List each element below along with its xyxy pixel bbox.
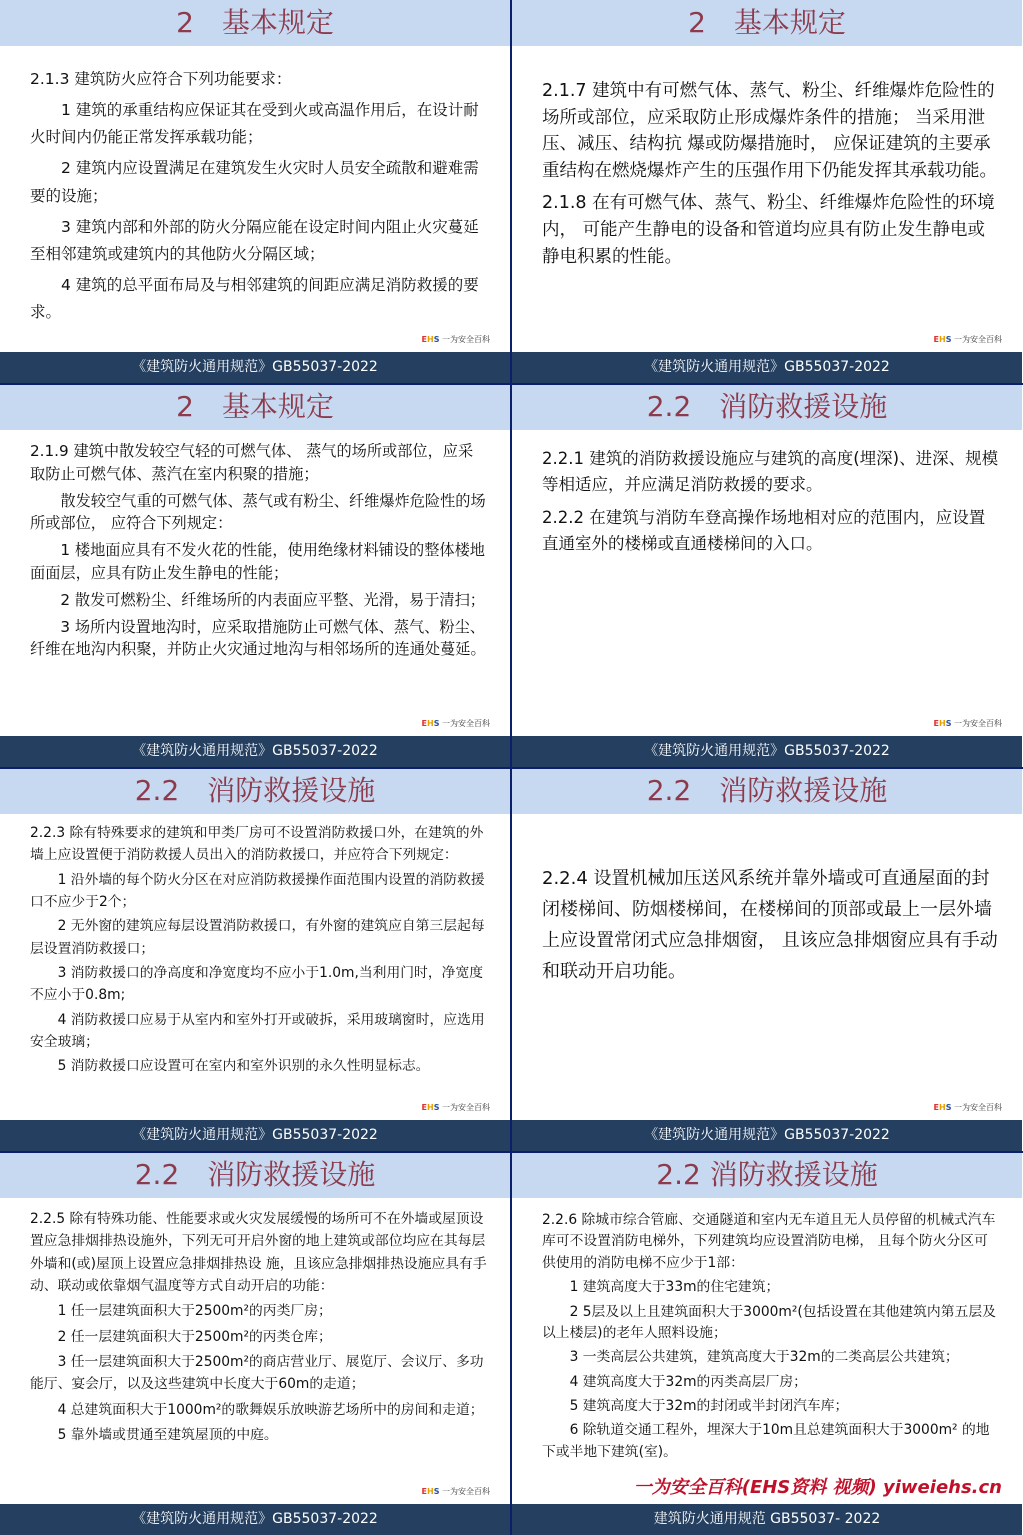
paragraph: 2 建筑内应设置满足在建筑发生火灾时人员安全疏散和避难需要的设施； <box>30 159 479 205</box>
paragraph: 6 除轨道交通工程外，埋深大于10m且总建筑面积大于3000m² 的地下或半地下建筑(室)。 <box>542 1422 990 1460</box>
paragraph: 2.2.1 建筑的消防救援设施应与建筑的高度(埋深)、进深、规模等相适应，并应满足消防救援的要求。 <box>542 449 999 495</box>
paragraph: 2.2.3 除有特殊要求的建筑和甲类厂房可不设置消防救援口外，在建筑的外墙上应设置便于消防救援人员出入的消防救援口，并应符合下列规定： <box>30 825 484 864</box>
slide-footer: 《建筑防火通用规范》GB55037-2022 <box>512 352 1022 383</box>
slide-body <box>542 78 1000 276</box>
slide-title: 2 基本规定 <box>0 0 510 46</box>
paragraph: 3 场所内设置地沟时，应采取措施防止可燃气体、蒸气、粉尘、纤维在地沟内积聚，并防止火灾通过地沟与相邻场所的连通处蔓延。 <box>30 617 486 659</box>
ehs-logo: EHS 一为安全百科 <box>421 1487 490 1496</box>
paragraph: 4 建筑高度大于32m的丙类高层厂房； <box>569 1373 807 1390</box>
slide-footer: 《建筑防火通用规范》GB55037-2022 <box>0 1504 510 1535</box>
slide-title: 2.2 消防救援设施 <box>512 1152 1022 1198</box>
slide-body <box>542 864 1000 988</box>
slide-footer: 《建筑防火通用规范》GB55037-2022 <box>0 352 510 383</box>
slide-body <box>542 1210 1000 1466</box>
slide-body <box>30 440 488 665</box>
paragraph: 3 建筑内部和外部的防火分隔应能在设定时间内阻止火灾蔓延至相邻建筑或建筑内的其他防火分隔区域； <box>30 217 479 263</box>
paragraph: 2.2.5 除有特殊功能、性能要求或火灾发展缓慢的场所可不在外墙或屋顶设置应急排烟排热设施外，下列无可开启外窗的地上建筑或部位均应在其每层外墙和(或)屋顶上设置应急排烟排热设 施，且该应急排烟排热设施应具有手动、联动或依靠烟气温度等方式自动开启的功能： <box>30 1211 487 1295</box>
logo-text: 一为安全百科 <box>954 335 1002 344</box>
slide-7 <box>0 1152 510 1535</box>
paragraph: 2 任一层建筑面积大于2500m²的丙类仓库； <box>57 1328 332 1345</box>
paragraph: 2.1.7 建筑中有可燃气体、蒸气、粉尘、纤维爆炸危险性的场所或部位，应采取防止形成爆炸条件的措施； 当采用泄压、减压、结构抗 爆或防爆措施时， 应保证建筑的主要承重结构在燃烧爆炸产生的压强作用下仍能发挥其承载功能。 <box>542 81 997 181</box>
paragraph: 2.2.2 在建筑与消防车登高操作场地相对应的范围内，应设置直通室外的楼梯或直通楼梯间的入口。 <box>542 507 986 554</box>
paragraph: 2.1.9 建筑中散发较空气轻的可燃气体、 蒸气的场所或部位，应采取防止可燃气体、蒸汽在室内积聚的措施； <box>30 442 474 483</box>
slide-footer: 建筑防火通用规范 GB55037- 2022 <box>512 1504 1022 1535</box>
slide-title: 2 基本规定 <box>0 384 510 430</box>
logo-text: 一为安全百科 <box>442 1487 490 1496</box>
paragraph: 1 建筑高度大于33m的住宅建筑； <box>569 1279 780 1296</box>
row-divider <box>0 1151 1023 1153</box>
paragraph: 1 楼地面应具有不发火花的性能，使用绝缘材料铺设的整体楼地面面层，应具有防止发生静电的性能； <box>30 541 485 582</box>
paragraph: 1 建筑的承重结构应保证其在受到火或高温作用后，在设计耐火时间内仍能正常发挥承载功能； <box>30 101 479 147</box>
slide-title: 2.2 消防救援设施 <box>0 768 510 814</box>
slide-footer: 《建筑防火通用规范》GB55037-2022 <box>0 1120 510 1151</box>
ehs-logo: EHS 一为安全百科 <box>933 1103 1002 1112</box>
paragraph: 2.2.4 设置机械加压送风系统并靠外墙或可直通屋面的封闭楼梯间、防烟楼梯间，在楼梯间的顶部或最上一层外墙上应设置常闭式应急排烟窗， 且该应急排烟窗应具有手动和联动开启功能。 <box>542 868 998 982</box>
slide-title: 2.2 消防救援设施 <box>512 768 1022 814</box>
ehs-logo: EHS 一为安全百科 <box>421 335 490 344</box>
paragraph: 散发较空气重的可燃气体、蒸气或有粉尘、纤维爆炸危险性的场所或部位， 应符合下列规定： <box>30 491 486 533</box>
logo-text: 一为安全百科 <box>442 335 490 344</box>
paragraph: 2.2.6 除城市综合管廊、交通隧道和室内无车道且无人员停留的机械式汽车库可不设置消防电梯外，下列建筑均应设置消防电梯， 且每个防火分区可供使用的消防电梯不应少于1部： <box>542 1212 996 1271</box>
slide-body <box>30 1208 488 1449</box>
paragraph: 1 任一层建筑面积大于2500m²的丙类厂房； <box>57 1303 332 1320</box>
slide-body <box>30 822 488 1080</box>
slide-title: 2.2 消防救援设施 <box>512 384 1022 430</box>
slide-2 <box>512 0 1022 383</box>
slide-1 <box>0 0 510 383</box>
row-divider <box>0 767 1023 769</box>
paragraph: 3 任一层建筑面积大于2500m²的商店营业厅、展览厅、会议厅、多功能厅、宴会厅，以及这些建筑中长度大于60m的走道； <box>30 1354 484 1393</box>
ehs-logo: EHS 一为安全百科 <box>933 719 1002 728</box>
logo-text: 一为安全百科 <box>954 1103 1002 1112</box>
slide-footer: 《建筑防火通用规范》GB55037-2022 <box>512 1120 1022 1151</box>
paragraph: 5 靠外墙或贯通至建筑屋顶的中庭。 <box>57 1427 278 1444</box>
slide-title: 2 基本规定 <box>512 0 1022 46</box>
slide-footer: 《建筑防火通用规范》GB55037-2022 <box>0 736 510 767</box>
slide-footer: 《建筑防火通用规范》GB55037-2022 <box>512 736 1022 767</box>
slide-5 <box>0 768 510 1151</box>
ehs-logo: EHS 一为安全百科 <box>421 1103 490 1112</box>
slide-3 <box>0 384 510 767</box>
paragraph: 3 消防救援口的净高度和净宽度均不应小于1.0m,当利用门时，净宽度不应小于0.8m; <box>30 965 484 1004</box>
paragraph: 2 散发可燃粉尘、纤维场所的内表面应平整、光滑，易于清扫； <box>60 590 485 609</box>
paragraph: 1 沿外墙的每个防火分区在对应消防救援操作面范围内设置的消防救援口不应少于2个； <box>30 871 485 911</box>
slide-4 <box>512 384 1022 767</box>
paragraph: 2.1.8 在有可燃气体、蒸气、粉尘、纤维爆炸危险性的环境内， 可能产生静电的设备和管道均应具有防止发生静电或静电积累的性能。 <box>542 193 995 267</box>
logo-text: 一为安全百科 <box>442 1103 490 1112</box>
paragraph: 3 一类高层公共建筑，建筑高度大于32m的二类高层公共建筑； <box>569 1349 959 1366</box>
paragraph: 2.1.3 建筑防火应符合下列功能要求： <box>30 70 292 88</box>
watermark-text: 一为安全百科(EHS资料 视频) yiweiehs.cn <box>633 1477 1002 1498</box>
slide-title: 2.2 消防救援设施 <box>0 1152 510 1198</box>
ehs-logo: EHS 一为安全百科 <box>933 335 1002 344</box>
paragraph: 2 5层及以上且建筑面积大于3000m²(包括设置在其他建筑内第五层及以上楼层)的老年人照料设施； <box>542 1303 996 1341</box>
paragraph: 4 消防救援口应易于从室内和室外打开或破拆，采用玻璃窗时，应选用安全玻璃； <box>30 1011 485 1051</box>
ehs-logo: EHS 一为安全百科 <box>421 719 490 728</box>
paragraph: 2 无外窗的建筑应每层设置消防救援口，有外窗的建筑应自第三层起每层设置消防救援口； <box>30 918 485 957</box>
paragraph: 4 建筑的总平面布局及与相邻建筑的间距应满足消防救援的要求。 <box>30 275 479 321</box>
row-divider <box>0 383 1023 385</box>
slide-body <box>30 66 488 330</box>
paragraph: 5 建筑高度大于32m的封闭或半封闭汽车库； <box>569 1398 849 1414</box>
paragraph: 4 总建筑面积大于1000m²的歌舞娱乐放映游艺场所中的房间和走道； <box>57 1401 484 1418</box>
slide-body <box>542 446 1000 564</box>
logo-text: 一为安全百科 <box>442 719 490 728</box>
logo-text: 一为安全百科 <box>954 719 1002 728</box>
slide-8 <box>512 1152 1022 1535</box>
paragraph: 5 消防救援口应设置可在室内和室外识别的永久性明显标志。 <box>57 1058 430 1075</box>
slide-6 <box>512 768 1022 1151</box>
